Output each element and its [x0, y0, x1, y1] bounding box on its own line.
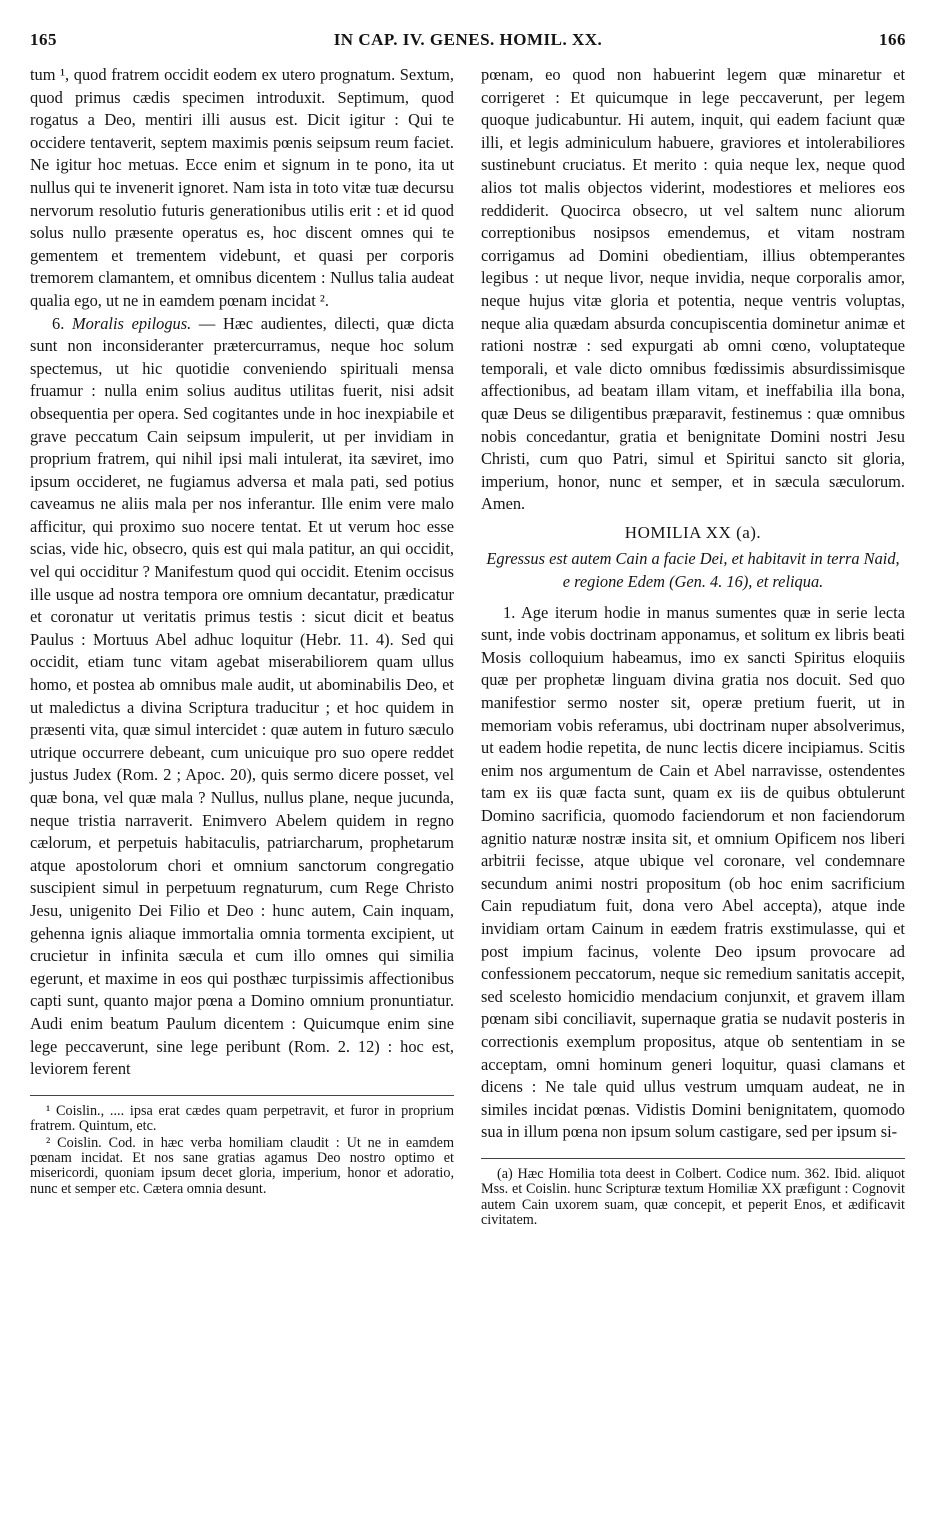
- paragraph-text: Age iterum hodie in manus sumentes quæ in serie lecta sunt, inde vobis doctrinam apponamus, et solitum ex libris beati Mosis colloquium habeamus, imo ex sancti Spiritus eloquiis quæ per prophetæ linguam divina gratia nos docuit. Sed quo manifestior sermo noster sit, operæ pretium fuerit, ut in memoriam vobis referamus, ubi doctrinam nuper absolverimus, ut eadem hodie repetita, de nunc lectis dicere incipiamus. Scitis enim nos argumentum de Cain et Abel narravisse, ostendentes tam ex iis quæ facta sunt, quam ex iis de quibus obtulerunt Domino sacrificia, quomodo faciendorum et non faciendorum agnitio naturæ nostræ insita sit, et omnium Opificem nos liberi arbitrii fecisse, atque ubique vel coronare, vel condemnare secundum animi nostri propositum (ob hoc enim sacrificium Cain repudiatum fuit, dona vero Abel accepta), atque inde invidiam ortam Cainum in eædem fratris exstimulasse, qui et post impium facinus, volente Deo ipsum provocare ad confessionem peccatorum, neque sic remedium sanitatis accepit, sed scelesto homicidio mendacium conjunxit, et gravem illam pœnam sibi conciliavit, supernaque gratia se nudavit posteris in correctionis exemplum propositus, atque ob sententiam in se acceptam, omni hominum generi loquitur, quasi clamans et dicens : Ne tale quid ullus vestrum umquam audeat, ne in similes incidat pœnas. Vidistis Domini benignitatem, quomodo sua in illum pœna non ipsum solum castigare, sed per ipsum si-: [481, 602, 905, 1142]
- footnotes: [481, 1158, 905, 1229]
- page-number-left: 165: [30, 30, 57, 49]
- footnote: ¹ Coislin., .... ipsa erat cædes quam perpetravit, et furor in proprium fratrem. Quintum, etc.: [30, 1102, 454, 1135]
- paragraph-text: — Hæc audientes, dilecti, quæ dicta sunt non inconsideranter prætercurramus, neque hoc solum spectemus, ut hic quotidie conveniendo spirituali mensa fruamur : nulla enim solius auditus utilitas fuerit, nisi adsit obsequentia per opera. Sed cogitantes unde in hoc inexpiabile et grave peccatum Cain seipsum impulerit, ut per invidiam in proprium fratrem, qui nihil ipsi mali intulerat, ita sæviret, imo ipsum occideret, ne fugiamus adversa et mala pati, sed potius caveamus ne aliis mala per nos inferantur. Ille enim vere malo afficitur, qui proximo suo nocere tentat. Et ut verum hoc esse scias, vide hic, obsecro, quis est qui mala patitur, an qui occidit, vel qui occiditur ? Manifestum quod qui occidit. Etenim occisus ille usque ad nostra tempora ore omnium decantatur, prædicatur et coronatur ut veritatis primus testis : sicut dicit et beatus Paulus : Mortuus Abel adhuc loquitur (Hebr. 11. 4). Sed qui occidit, etiam tunc vitam agebat miserabiliorem quam ullus homo, et postea ab omnibus male audit, ut abominabilis Deo, et ut maledictus a divina Scriptura traducitur ; et hoc quidem in præsenti vita, quæ simul intercidet : quæ autem in futuro sæculo utrique occurrere debeant, cum unicuique pro suo opere reddet justus Judex (Rom. 2 ; Apoc. 20), quis sermo dicere posset, vel quæ bona, vel quæ mala ? Nullus, nullus plane, neque jucunda, neque tristia narraverit. Enimvero Abelem quidem in regno cælorum, et perpetuis habitaculis, patriarcharum, prophetarum atque apostolorum chori et omnium sanctorum congregatio suscipient simul in perpetuum regnaturum, cum Rege Christo Jesu, unigenito Dei Filio et Deo : hunc autem, Cain inquam, gehenna ignis aliaque immortalia omnia tormenta excipient, ut crucietur in infinita sæcula et cum illo omnes qui similia egerunt, et maxime in eos qui posthæc turpissimis affectionibus capti sunt, quanto major pœna a Domino omnium pronuntiatur. Audi enim beatum Paulum dicentem : Quicumque enim sine lege peccaverunt, sine lege peribunt (Rom. 2. 12) : hoc est, leviorem ferent: [30, 313, 454, 1079]
- paragraph-moral-epilogue: [30, 313, 454, 1081]
- right-column: [481, 64, 905, 1230]
- footnote: (a) Hæc Homilia tota deest in Colbert. Codice num. 362. Ibid. aliquot Mss. et Coislin. hunc Scripturæ textum Homiliæ XX præfigunt : Cognovit autem Cain uxorem suam, quæ concepit, et peperit Enos, et ædificavit civitatem.: [481, 1165, 905, 1229]
- section-number: 6.: [52, 313, 65, 333]
- paragraph: pœnam, eo quod non habuerint legem quæ minaretur et corrigeret : Et quicumque in lege peccaverunt, per legem quoque judicabuntur. Hi autem, inquit, qui eadem faciunt quæ illi, et legis adminiculum habuere, graviores et intolerabiliores sustinebunt cruciatus. Et merito : quia neque lex, neque quod alios tot malis objectos viderint, modestiores et meliores eos reddiderit. Quocirca obsecro, ut vel saltem nunc aliorum correptionibus nosipsos emendemus, et vitam nostram corrigamus ad Domini obedientiam, illius obtemperantes legibus : ut neque livor, neque invidia, neque corporalis amor, neque hujus vitæ gloria et potentia, neque ventris voluptas, neque alia quædam absurda concupiscentia dominetur animæ et rationi nostræ : sed expurgati ab omni cœno, voluptateque temporali, et vale dicto omnibus fœdissimis absurdissimisque affectionibus, ad beatam illam vitam, et ineffabilia illa bona, quæ Deus se diligentibus præparavit, festinemus : quæ omnibus nobis concedantur, gratia et benignitate Domini nostri Jesu Christi, cum quo Patri, simul et Spiritui sancto sit gloria, imperium, honor, nunc et semper, et in sæcula sæculorum. Amen.: [481, 65, 905, 514]
- left-column: [30, 64, 454, 1198]
- homily-subtitle: Egressus est autem Cain a facie Dei, et habitavit in terra Naid, e regione Edem (Gen. 4. 16), et reliqua.: [486, 549, 900, 592]
- section-number: 1.: [503, 602, 516, 622]
- paragraph-homily: [481, 602, 905, 1144]
- homily-title: HOMILIA XX (a).: [624, 522, 762, 542]
- running-header: [30, 30, 906, 60]
- running-title: IN CAP. IV. GENES. HOMIL. XX.: [333, 30, 603, 49]
- footnote: ² Coislin. Cod. in hæc verba homiliam claudit : Ut ne in eamdem pœnam incidat. Et nos sane gratias agamus Deo nostro optimo et misericordi, quoniam ipsum decet gloria, imperium, honor et adoratio, nunc et semper etc. Cætera omnia desunt.: [30, 1134, 454, 1197]
- page-number-right: 166: [879, 30, 906, 49]
- paragraph: tum ¹, quod fratrem occidit eodem ex utero prognatum. Sextum, quod primus cædis specimen introduxit. Septimum, quod rogatus a Deo, mentiri illi ausus est. Dicit igitur : Qui te occidere tentaverit, septem maximis pœnis seipsum reum faciet. Ne igitur hoc metuas. Ecce enim et signum in te pono, ita ut nullus qui te invenerit ignoret. Nam ista in toto vitæ tuæ decursu nervorum resolutio futuris generationibus utilis erit : et id quod solus nullo præsente operatus es, hoc discent omnes qui te gementem et trementem videbunt, et quasi per corporis tremorem clamantem, et omnibus dicentem : Nullus talia audeat qualia ego, ut ne in eamdem pœnam incidat ².: [30, 65, 454, 310]
- section-heading: Moralis epilogus.: [71, 313, 192, 333]
- footnotes: [30, 1095, 454, 1197]
